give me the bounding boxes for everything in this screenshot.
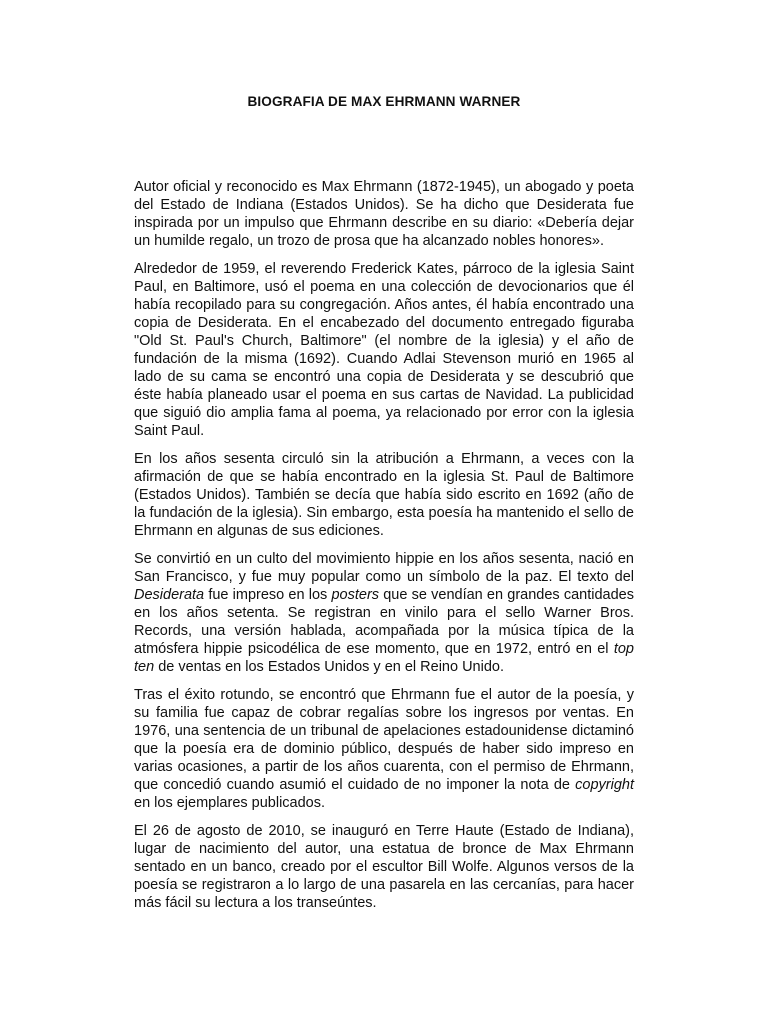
paragraph-hippie-culture (134, 550, 634, 676)
paragraph-copyright-ruling (134, 686, 634, 812)
paragraph-text: Tras el éxito rotundo, se encontró que Ehrmann fue el autor de la poesía, y su familia fue capaz de cobrar regalías sobre los ingresos por ventas. En 1976, una sentencia de un tribunal de apelaciones estadounidense dictaminó que la poesía era de dominio público, después de haber sido impreso en varias ocasiones, a partir de los años cuarenta, con el permiso de Ehrmann, que concedió cuando asumió el cuidado de no imponer la nota de (134, 687, 634, 793)
paragraph-statue (134, 822, 634, 912)
paragraph-text: Alrededor de 1959, el reverendo Frederick Kates, párroco de la iglesia Saint Paul, en Baltimore, usó el poema en una colección de devocionarios que él había recopilado para su congregación. Años antes, él había encontrado una copia de Desiderata. En el encabezado del documento entregado figuraba "Old St. Paul's Church, Baltimore" (el nombre de la iglesia) y el año de fundación de la misma (1692). Cuando Adlai Stevenson murió en 1965 al lado de su cama se encontró una copia de Desiderata y se descubrió que éste había planeado usar el poema en sus cartas de Navidad. La publicidad que siguió dio amplia fama al poema, ya relacionado por error con la iglesia Saint Paul. (134, 261, 634, 439)
paragraph-text: en los ejemplares publicados. (134, 795, 326, 811)
paragraph-author-intro (134, 178, 634, 250)
italic-term: copyright (575, 777, 634, 793)
paragraph-text: En los años sesenta circuló sin la atribución a Ehrmann, a veces con la afirmación de que se había encontrado en la iglesia St. Paul de Baltimore (Estados Unidos). También se decía que había sido escrito en 1692 (año de la fundación de la iglesia). Sin embargo, esta poesía ha mantenido el sello de Ehrmann en algunas de sus ediciones. (134, 451, 634, 539)
paragraph-text: Se convirtió en un culto del movimiento hippie en los años sesenta, nació en San Francisco, y fue muy popular como un símbolo de la paz. El texto del (134, 551, 634, 585)
document-title: BIOGRAFIA DE MAX EHRMANN WARNER (247, 94, 521, 109)
paragraph-text: Autor oficial y reconocido es Max Ehrmann (1872-1945), un abogado y poeta del Estado de Indiana (Estados Unidos). Se ha dicho que Desiderata fue inspirada por un impulso que Ehrmann describe en su diario: «Debería dejar un humilde regalo, un trozo de prosa que ha alcanzado nobles honores». (134, 179, 634, 249)
paragraph-text: fue impreso en los (204, 587, 332, 603)
paragraph-kates-baltimore (134, 260, 634, 440)
paragraph-sixties-attribution (134, 450, 634, 540)
paragraph-text: El 26 de agosto de 2010, se inauguró en Terre Haute (Estado de Indiana), lugar de nacimiento del autor, una estatua de bronce de Max Ehrmann sentado en un banco, creado por el escultor Bill Wolfe. Algunos versos de la poesía se registraron a lo largo de una pasarela en las cercanías, para hacer más fácil su lectura a los transeúntes. (134, 823, 634, 911)
italic-term: posters (331, 587, 380, 603)
paragraph-text: que se vendían en grandes cantidades en los años setenta. Se registran en vinilo para el sello Warner Bros. Records, una versión hablada, acompañada por la música típica de la atmósfera hippie psicodélica de ese momento, que en 1972, entró en el (134, 587, 634, 657)
document-body (134, 178, 634, 922)
italic-term: Desiderata (134, 587, 205, 603)
italic-term: top ten (134, 641, 634, 675)
paragraph-text: de ventas en los Estados Unidos y en el Reino Unido. (154, 659, 504, 675)
